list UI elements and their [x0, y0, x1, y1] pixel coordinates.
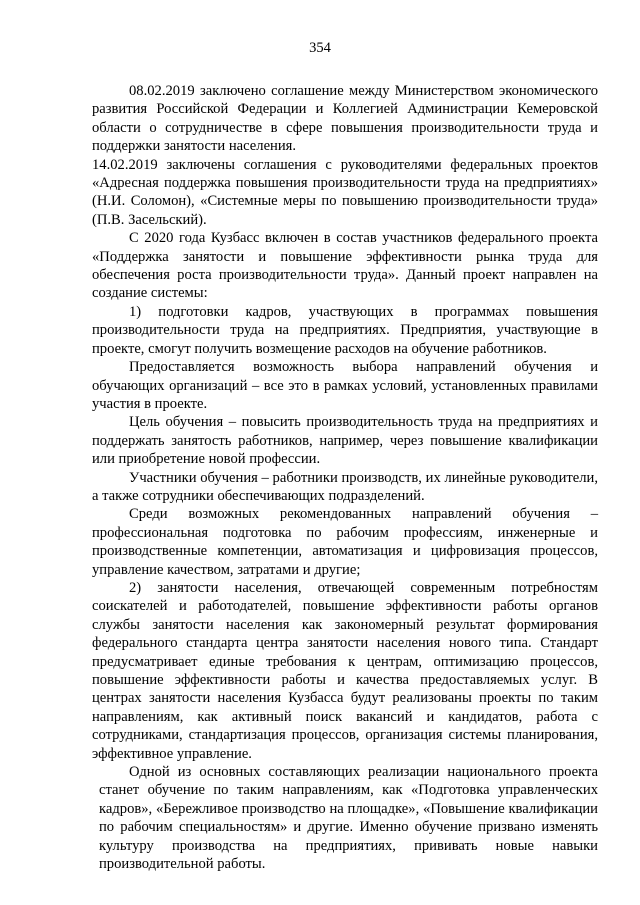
- paragraph-item-2-employment: 2) занятости населения, отвечающей современным потребностям соискателей и работодателей, повышение эффективности работы органов службы занятости населения как закономерный результат формирования федерального стандарта центра занятости населения нового типа. Стандарт предусматривает единые требования к центрам, оптимизацию процессов, повышение эффективности работы и качества предоставляемых услуг. В центрах занятости населения Кузбасса будут реализованы проекты по таким направлениям, как активный поиск вакансий и кандидатов, работа с сотрудниками, стандартизация процессов, организация системы планирования, эффективное управление.: [92, 579, 598, 762]
- page-number: 354: [309, 40, 331, 56]
- paragraph-training-goal: Цель обучения – повысить производительность труда на предприятиях и поддержать занятость работников, например, через повышение квалификации или приобретение новой профессии.: [92, 414, 598, 468]
- paragraph-item-1-training: 1) подготовки кадров, участвующих в программах повышения производительности труда на предприятиях. Предприятия, участвующие в проекте, смогут получить возмещение расходов на обучение работников.: [92, 303, 598, 357]
- paragraph-choice-of-training: Предоставляется возможность выбора направлений обучения и обучающих организаций – все это в рамках условий, установленных правилами участия в проекте.: [92, 359, 598, 412]
- paragraph-agreements-2019-02-14: 14.02.2019 заключены соглашения с руководителями федеральных проектов «Адресная поддержка повышения производительности труда на предприятиях» (Н.И. Соломон), «Системные меры по повышению производительности труда» (П.В. Засельский).: [92, 156, 598, 228]
- paragraph-training-directions: Среди возможных рекомендованных направлений обучения – профессиональная подготовка по рабочим профессиям, инженерные и производственные компетенции, автоматизация и цифровизация процессов, управление качеством, затратами и другие;: [92, 506, 598, 578]
- paragraph-national-project-training: Одной из основных составляющих реализации национального проекта станет обучение по таким направлениям, как «Подготовка управленческих кадров», «Бережливое производство на площадке», «Повышение квалификации по рабочим специальностям» и другие. Именно обучение призвано изменять культуру производства на предприятиях, прививать новые навыки производительной работы.: [99, 764, 598, 873]
- paragraph-federal-project: С 2020 года Кузбасс включен в состав участников федерального проекта «Поддержка занятости и повышение эффективности рынка труда для обеспечения роста производительности труда». Данный проект направлен на создание системы:: [92, 230, 598, 302]
- document-body: [92, 82, 598, 873]
- paragraph-training-participants: Участники обучения – работники производств, их линейные руководители, а также сотрудники обеспечивающих подразделений.: [92, 469, 598, 504]
- paragraph-agreement-2019-02-08: 08.02.2019 заключено соглашение между Министерством экономического развития Российской Федерации и Коллегией Администрации Кемеровской области о сотрудничестве в сфере повышения производительности труда и поддержки занятости населения.: [92, 83, 598, 155]
